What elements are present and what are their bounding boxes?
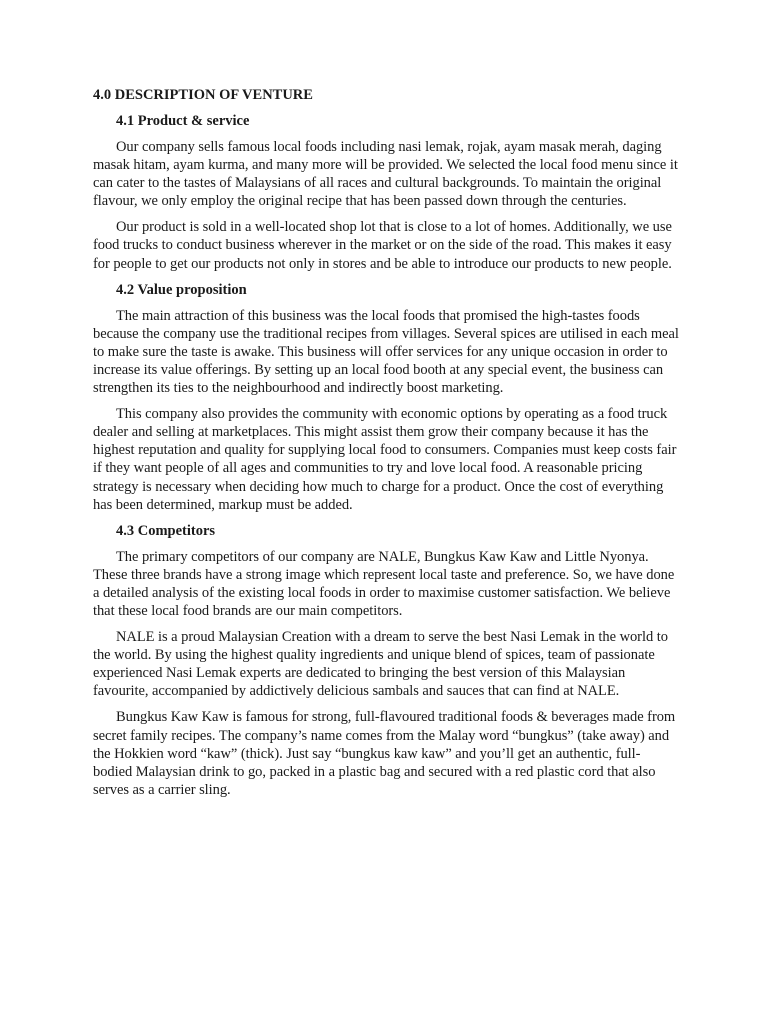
section-heading: 4.2 Value proposition xyxy=(116,281,247,298)
section-competitors xyxy=(93,522,679,799)
section-product-service xyxy=(93,112,679,273)
paragraph: The main attraction of this business was the local foods that promised the high-tastes foods because the company use the traditional recipes from villages. Several spices are utilised in each meal to make sure the taste is awake. This business will offer services for any unique occasion in order to increase its value offerings. By setting up an local food booth at any special event, the business can strengthen its ties to the neighbourhood and indirectly boost marketing. xyxy=(93,307,679,397)
paragraph: The primary competitors of our company are NALE, Bungkus Kaw Kaw and Little Nyonya. These three brands have a strong image which represent local taste and preference. So, we have done a detailed analysis of the existing local foods in order to maximise customer satisfaction. We believe that these local food brands are our main competitors. xyxy=(93,548,675,619)
section-heading: 4.1 Product & service xyxy=(116,113,250,129)
paragraph: Our product is sold in a well-located shop lot that is close to a lot of homes. Additionally, we use food trucks to conduct business wherever in the market or on the side of the road. This makes it easy for people to get our products not only in stores and be able to introduce our products to new people. xyxy=(93,219,672,272)
paragraph: NALE is a proud Malaysian Creation with a dream to serve the best Nasi Lemak in the world to the world. By using the highest quality ingredients and unique blend of spices, team of passionate experienced Nasi Lemak experts are dedicated to bringing the best version of this Malaysian favourite, accompanied by addictively delicious sambals and sauces that can find at NALE. xyxy=(93,629,668,700)
paragraph: Our company sells famous local foods including nasi lemak, rojak, ayam masak merah, daging masak hitam, ayam kurma, and many more will be provided. We selected the local food menu since it can cater to the tastes of Malaysians of all races and cultural backgrounds. To maintain the original flavour, we only employ the original recipe that has been passed down through the centuries. xyxy=(93,139,678,210)
paragraph: Bungkus Kaw Kaw is famous for strong, full-flavoured traditional foods & beverages made from secret family recipes. The company’s name comes from the Malay word “bungkus” (take away) and the Hokkien word “kaw” (thick). Just say “bungkus kaw kaw” and you’ll get an authentic, full-bodied Malaysian drink to go, packed in a plastic bag and secured with a red plastic cord that also serves as a carrier sling. xyxy=(93,709,676,798)
section-value-proposition xyxy=(93,281,679,514)
document-page xyxy=(93,86,679,807)
paragraph: This company also provides the community with economic options by operating as a food truck dealer and selling at marketplaces. This might assist them grow their company because it has the highest reputation and quality for supplying local food to consumers. Companies must keep costs fair if they want people of all ages and communities to try and love local food. A reasonable pricing strategy is necessary when deciding how much to charge for a product. Once the cost of everything has been determined, markup must be added. xyxy=(93,406,677,513)
document-title: 4.0 DESCRIPTION OF VENTURE xyxy=(93,87,313,103)
section-heading: 4.3 Competitors xyxy=(116,522,216,539)
